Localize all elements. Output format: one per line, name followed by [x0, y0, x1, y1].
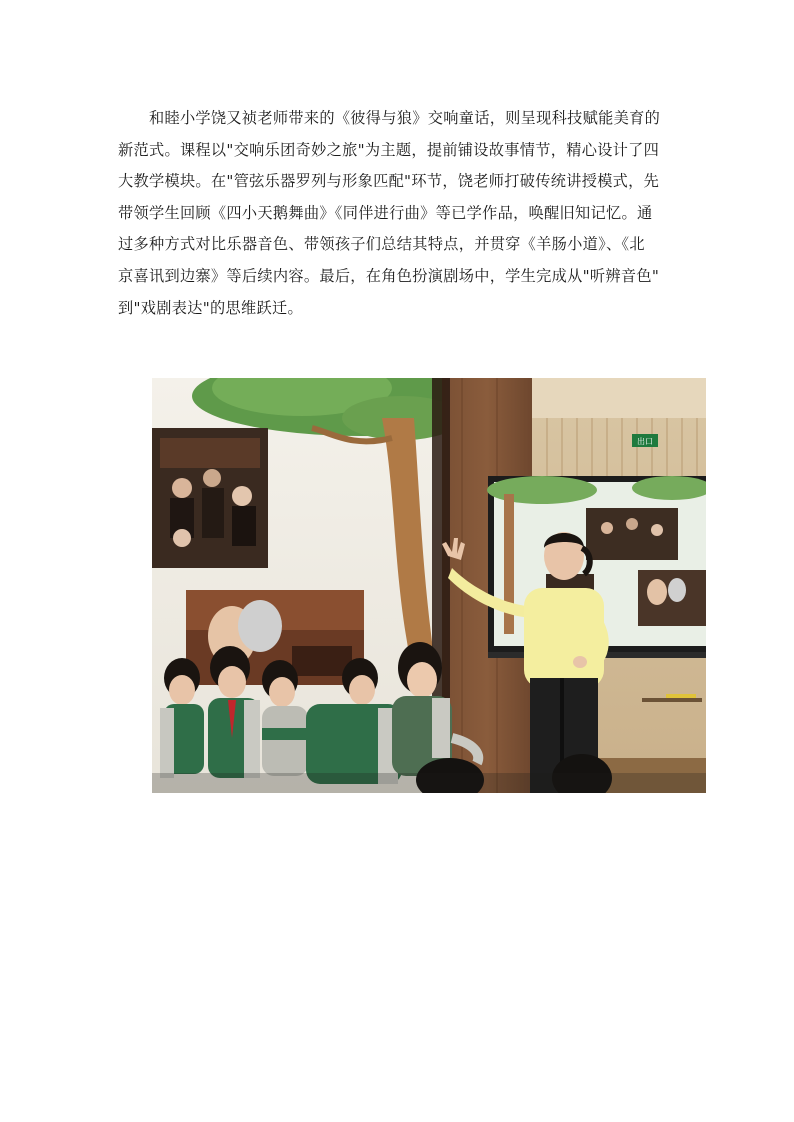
classroom-photo — [152, 378, 706, 793]
paragraph-line: 带领学生回顾《四小天鹅舞曲》《同伴进行曲》等已学作品，唤醒旧知记忆。通 — [118, 203, 653, 222]
paragraph-line: 和睦小学饶又祯老师带来的《彼得与狼》交响童话，则呈现科技赋能美育的 — [118, 109, 661, 127]
paragraph-line: 新范式。课程以"交响乐团奇妙之旅"为主题，提前铺设故事情节，精心设计了四 — [118, 140, 660, 159]
paragraph-line: 大教学模块。在"管弦乐器罗列与形象匹配"环节，饶老师打破传统讲授模式，先 — [118, 172, 660, 191]
exit-sign-label: 出口 — [637, 437, 653, 446]
paragraph-line: 过多种方式对比乐器音色、带领孩子们总结其特点，并贯穿《羊肠小道》、《北 — [118, 235, 645, 254]
paragraph-line: 京喜讯到边寨》等后续内容。最后，在角色扮演剧场中，学生完成从"听辨音色" — [118, 266, 660, 285]
paragraph-line: 到"戏剧表达"的思维跃迁。 — [118, 298, 303, 317]
article-paragraph — [118, 103, 678, 324]
exit-sign — [632, 434, 658, 447]
